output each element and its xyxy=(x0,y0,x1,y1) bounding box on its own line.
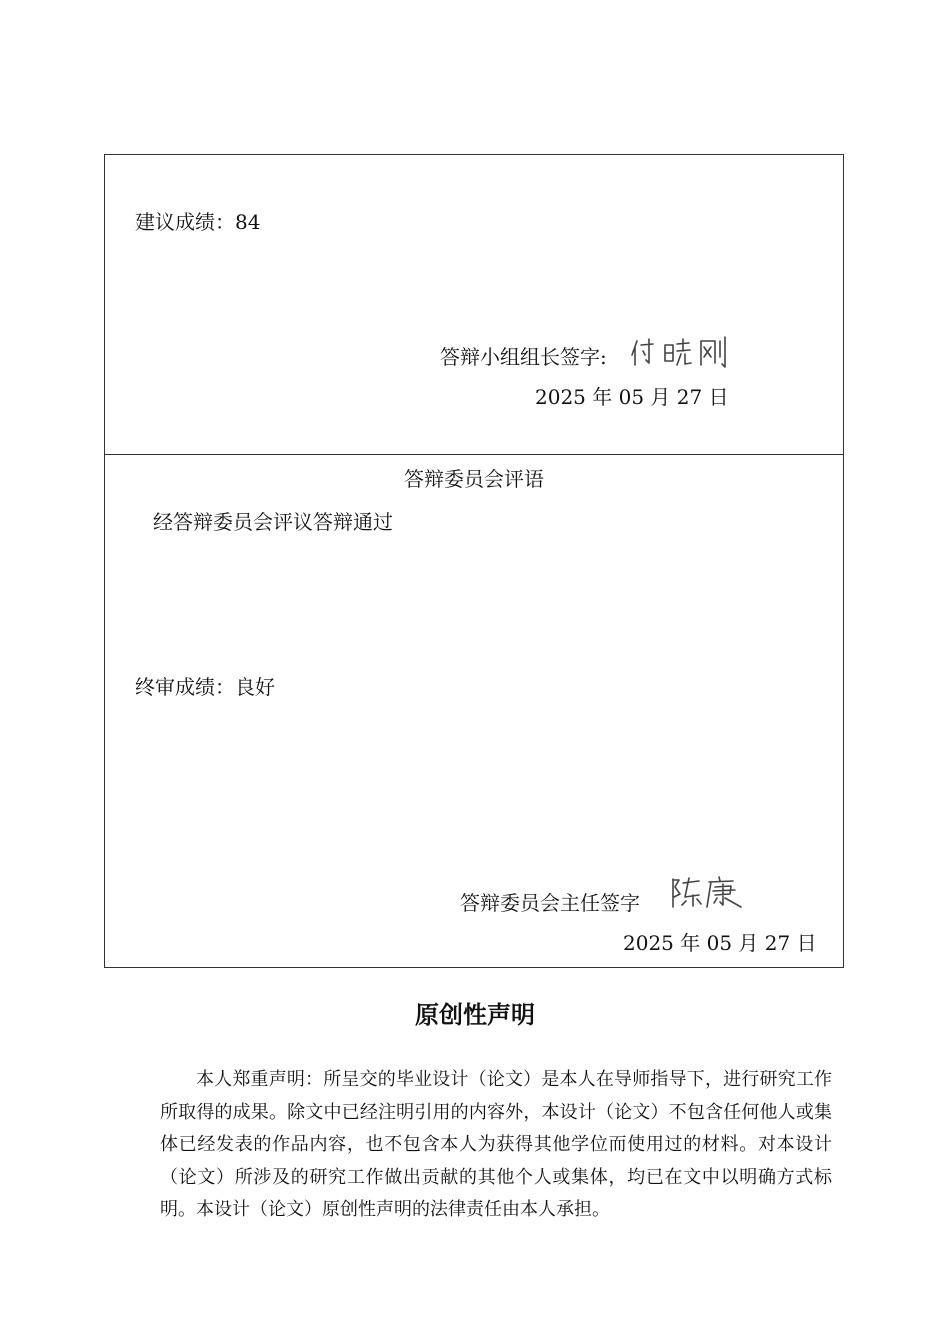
leader-handwritten-signature-image xyxy=(629,335,729,371)
defense-group-section xyxy=(105,155,843,455)
final-grade-label: 终审成绩： xyxy=(135,675,235,699)
suggested-grade-label: 建议成绩： xyxy=(135,210,235,234)
committee-section xyxy=(105,455,843,967)
chair-signature-label: 答辩委员会主任签字 xyxy=(460,891,640,915)
committee-date: 2025 年 05 月 27 日 xyxy=(623,931,817,955)
chair-handwritten-signature-image xyxy=(669,875,749,911)
suggested-grade xyxy=(135,210,260,234)
defense-evaluation-table xyxy=(104,154,844,968)
final-grade-value: 良好 xyxy=(235,675,275,699)
committee-heading: 答辩委员会评语 xyxy=(404,467,544,491)
leader-signature xyxy=(629,335,729,375)
declaration-title: 原创性声明 xyxy=(415,1001,535,1029)
final-grade xyxy=(135,675,275,699)
suggested-grade-value: 84 xyxy=(235,210,261,234)
committee-comment: 经答辩委员会评议答辩通过 xyxy=(153,510,393,534)
declaration-body: 本人郑重声明：所呈交的毕业设计（论文）是本人在导师指导下，进行研究工作所取得的成果。除文中已经注明引用的内容外，本设计（论文）不包含任何他人或集体已经发表的作品内容，也不包含本人为获得其他学位而使用过的材料。对本设计（论文）所涉及的研究工作做出贡献的其他个人或集体，均已在文中以明确方式标明。本设计（论文）原创性声明的法律责任由本人承担。 xyxy=(160,1069,832,1220)
defense-group-date: 2025 年 05 月 27 日 xyxy=(535,385,729,409)
chair-signature xyxy=(669,875,749,915)
leader-signature-label: 答辩小组组长签字: xyxy=(440,345,607,369)
